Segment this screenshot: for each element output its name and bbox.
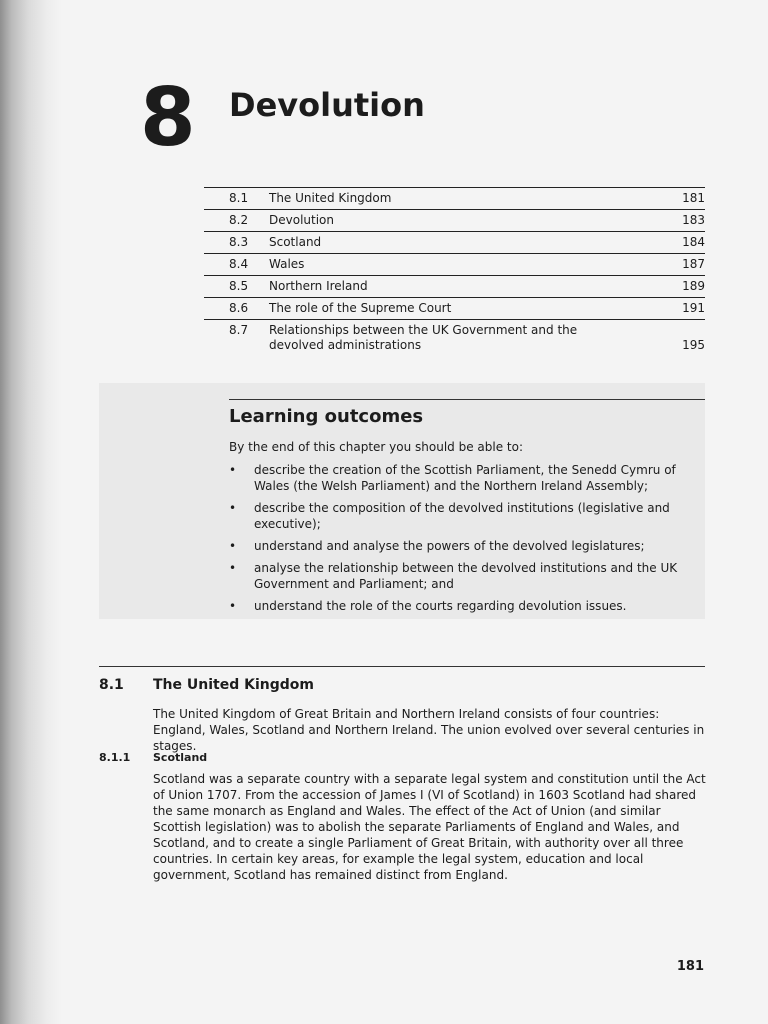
toc-number: 8.1 [229,191,249,205]
subsection-title: Scotland [153,751,208,764]
toc-row [204,188,705,210]
toc-page: 187 [682,257,705,271]
chapter-title: Devolution [229,86,425,124]
toc-page: 191 [682,301,705,315]
table-of-contents [204,187,705,356]
toc-number: 8.7 [229,323,249,337]
learning-outcomes-box [99,383,705,619]
toc-title: Scotland [269,235,322,249]
list-item [229,560,705,592]
list-item-text: understand the role of the courts regarding devolution issues. [254,599,627,613]
list-item [229,538,705,554]
learning-outcomes-heading: Learning outcomes [229,406,424,427]
toc-row [204,254,705,276]
learning-outcomes-content [229,399,705,620]
learning-outcomes-intro: By the end of this chapter you should be able to: [229,440,524,454]
toc-number: 8.6 [229,301,249,315]
toc-title: Northern Ireland [269,279,368,293]
toc-page: 183 [682,213,705,227]
toc-number: 8.3 [229,235,249,249]
toc-page: 195 [682,338,705,352]
bullet-icon: • [229,539,237,553]
toc-title: Devolution [269,213,334,227]
toc-row [204,320,705,356]
section-divider [99,666,705,667]
list-item [229,462,705,494]
toc-row [204,210,705,232]
toc-page: 181 [682,191,705,205]
toc-title: The role of the Supreme Court [269,301,452,315]
bullet-icon: • [229,463,237,477]
toc-row [204,232,705,254]
subsection-paragraph: Scotland was a separate country with a separate legal system and constitution until the Act of Union 1707. From the accession of James I (VI of Scotland) in 1603 Scotland had shared the same monarch as England and Wales. The effect of the Act of Union (and similar Scottish legislation) was to abolish the separate Parliaments of England and Wales, and Scotland, and to create a single Parliament of Great Britain, with authority over all three countries. In certain key areas, for example the legal system, education and local government, Scotland has remained distinct from England. [153,772,706,882]
bullet-icon: • [229,501,237,515]
chapter-number: 8 [140,71,194,164]
toc-row [204,298,705,320]
list-item [229,500,705,532]
section-title: The United Kingdom [153,677,314,693]
toc-page: 189 [682,279,705,293]
bullet-icon: • [229,599,237,613]
page-number: 181 [676,959,704,974]
toc-title: Relationships between the UK Government and the devolved administrations [269,323,578,352]
toc-row [204,276,705,298]
toc-title: The United Kingdom [269,191,392,205]
toc-number: 8.5 [229,279,249,293]
list-item-text: understand and analyse the powers of the devolved legislatures; [254,539,645,553]
list-item-text: describe the composition of the devolved institutions (legislative and executive); [254,501,670,531]
list-item-text: analyse the relationship between the devolved institutions and the UK Government and Parliament; and [254,561,678,591]
subsection-number: 8.1.1 [99,751,131,764]
toc-number: 8.2 [229,213,249,227]
section-number: 8.1 [99,677,124,693]
section-paragraph: The United Kingdom of Great Britain and Northern Ireland consists of four countries: England, Wales, Scotland and Northern Ireland. The union evolved over several centuries in stages. [153,707,705,753]
list-item-text: describe the creation of the Scottish Parliament, the Senedd Cymru of Wales (the Welsh Parliament) and the Northern Ireland Assembly; [254,463,676,493]
toc-page: 184 [682,235,705,249]
bullet-icon: • [229,561,237,575]
page-binding-shadow [0,0,62,1024]
toc-title: Wales [269,257,305,271]
learning-outcomes-list [229,462,705,614]
list-item [229,598,705,614]
toc-number: 8.4 [229,257,249,271]
